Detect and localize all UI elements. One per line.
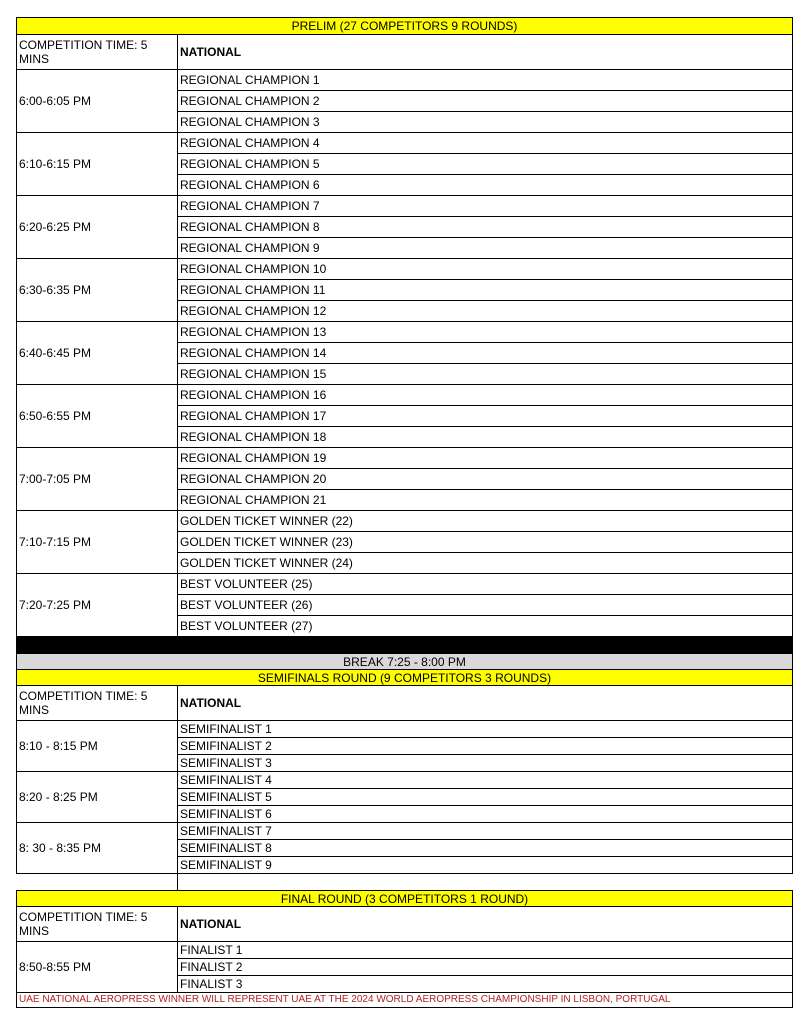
competitor-name: REGIONAL CHAMPION 1 [178,70,793,91]
prelim-title: PRELIM (27 COMPETITORS 9 ROUNDS) [17,18,793,35]
table-row [17,574,793,595]
final-slots [17,942,793,993]
spacer-cell [17,874,178,891]
competitor-name: REGIONAL CHAMPION 4 [178,133,793,154]
table-row [17,942,793,959]
time-slot: 8: 30 - 8:35 PM [17,823,178,874]
competitor-name: REGIONAL CHAMPION 6 [178,175,793,196]
competitor-name: SEMIFINALIST 2 [178,738,793,755]
table-row [17,772,793,789]
competitor-name: REGIONAL CHAMPION 17 [178,406,793,427]
final-time-label: COMPETITION TIME: 5 MINS [17,907,178,942]
competitor-name: REGIONAL CHAMPION 8 [178,217,793,238]
time-slot: 8:20 - 8:25 PM [17,772,178,823]
schedule-table [16,17,793,1008]
competitor-name: REGIONAL CHAMPION 5 [178,154,793,175]
time-slot: 6:20-6:25 PM [17,196,178,259]
competitor-name: REGIONAL CHAMPION 7 [178,196,793,217]
competitor-name: SEMIFINALIST 3 [178,755,793,772]
table-row [17,721,793,738]
prelim-slots [17,70,793,637]
time-slot: 6:10-6:15 PM [17,133,178,196]
competitor-name: REGIONAL CHAMPION 20 [178,469,793,490]
competitor-name: SEMIFINALIST 7 [178,823,793,840]
time-slot: 6:30-6:35 PM [17,259,178,322]
competitor-name: REGIONAL CHAMPION 14 [178,343,793,364]
time-slot: 7:20-7:25 PM [17,574,178,637]
schedule-sheet [16,17,792,1008]
footer-note: UAE NATIONAL AEROPRESS WINNER WILL REPRESENT UAE AT THE 2024 WORLD AEROPRESS CHAMPIONSHIP IN LISBON, PORTUGAL [17,993,793,1008]
table-row [17,385,793,406]
competitor-name: SEMIFINALIST 8 [178,840,793,857]
competitor-name: REGIONAL CHAMPION 13 [178,322,793,343]
table-row [17,70,793,91]
competitor-name: SEMIFINALIST 6 [178,806,793,823]
competitor-name: GOLDEN TICKET WINNER (24) [178,553,793,574]
competitor-name: SEMIFINALIST 9 [178,857,793,874]
prelim-time-label: COMPETITION TIME: 5 MINS [17,35,178,70]
competitor-name: BEST VOLUNTEER (27) [178,616,793,637]
competitor-name: REGIONAL CHAMPION 11 [178,280,793,301]
competitor-name: SEMIFINALIST 1 [178,721,793,738]
separator-bar [17,637,178,654]
competitor-name: REGIONAL CHAMPION 15 [178,364,793,385]
competitor-name: GOLDEN TICKET WINNER (23) [178,532,793,553]
competitor-name: REGIONAL CHAMPION 2 [178,91,793,112]
semifinals-title: SEMIFINALS ROUND (9 COMPETITORS 3 ROUNDS) [17,670,793,686]
semifinals-time-label: COMPETITION TIME: 5 MINS [17,686,178,721]
time-slot: 7:00-7:05 PM [17,448,178,511]
break-banner: BREAK 7:25 - 8:00 PM [17,654,793,670]
table-row [17,322,793,343]
competitor-name: BEST VOLUNTEER (25) [178,574,793,595]
table-row [17,448,793,469]
time-slot: 6:00-6:05 PM [17,70,178,133]
table-row [17,133,793,154]
semifinals-slots [17,721,793,874]
spacer-cell [178,874,793,891]
competitor-name: FINALIST 2 [178,959,793,976]
competitor-name: REGIONAL CHAMPION 21 [178,490,793,511]
competitor-name: BEST VOLUNTEER (26) [178,595,793,616]
competitor-name: FINALIST 3 [178,976,793,993]
time-slot: 6:40-6:45 PM [17,322,178,385]
table-row [17,196,793,217]
competitor-name: REGIONAL CHAMPION 16 [178,385,793,406]
competitor-name: GOLDEN TICKET WINNER (22) [178,511,793,532]
final-category: NATIONAL [178,907,793,942]
competitor-name: SEMIFINALIST 4 [178,772,793,789]
prelim-category: NATIONAL [178,35,793,70]
competitor-name: SEMIFINALIST 5 [178,789,793,806]
time-slot: 8:50-8:55 PM [17,942,178,993]
competitor-name: REGIONAL CHAMPION 3 [178,112,793,133]
competitor-name: REGIONAL CHAMPION 12 [178,301,793,322]
competitor-name: REGIONAL CHAMPION 19 [178,448,793,469]
time-slot: 8:10 - 8:15 PM [17,721,178,772]
competitor-name: REGIONAL CHAMPION 18 [178,427,793,448]
competitor-name: REGIONAL CHAMPION 10 [178,259,793,280]
table-row [17,259,793,280]
semifinals-category: NATIONAL [178,686,793,721]
competitor-name: FINALIST 1 [178,942,793,959]
table-row [17,823,793,840]
final-title: FINAL ROUND (3 COMPETITORS 1 ROUND) [17,891,793,907]
competitor-name: REGIONAL CHAMPION 9 [178,238,793,259]
time-slot: 7:10-7:15 PM [17,511,178,574]
table-row [17,511,793,532]
separator-bar [178,637,793,654]
time-slot: 6:50-6:55 PM [17,385,178,448]
